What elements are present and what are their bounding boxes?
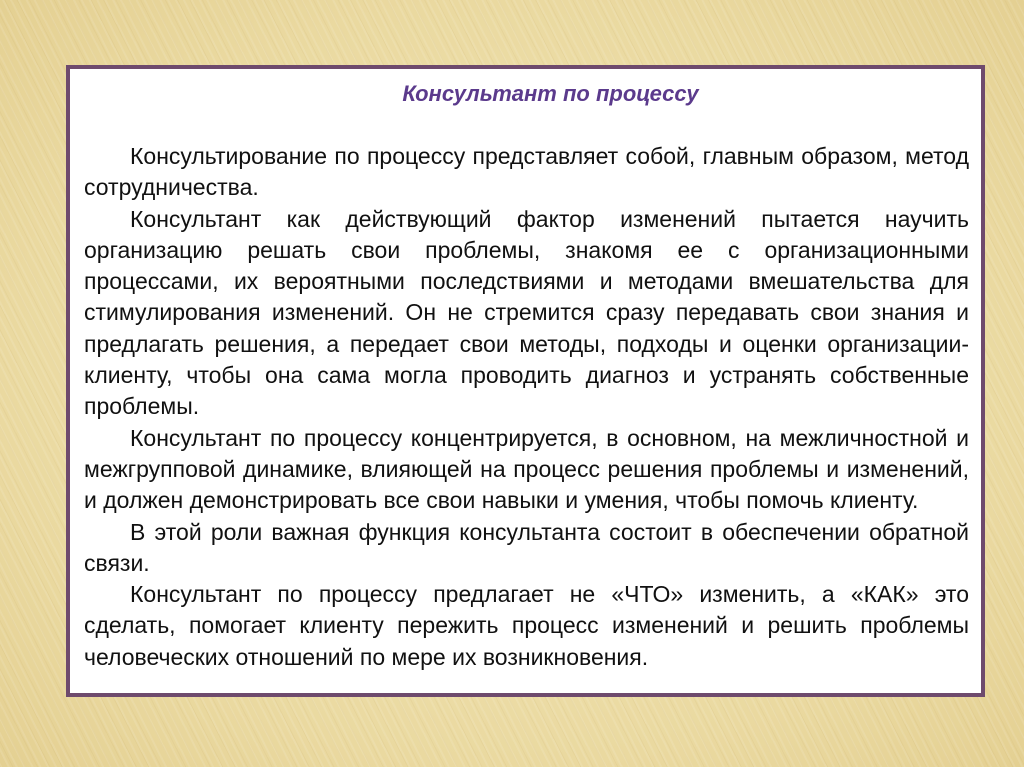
- paragraph-1: Консультирование по процессу представляет собой, главным образом, метод сотрудничества.: [84, 143, 969, 201]
- paragraph-4: В этой роли важная функция консультанта состоит в обеспечении обратной связи.: [84, 518, 969, 576]
- paragraph-5: Консультант по процессу предлагает не «ЧТО» изменить, а «КАК» это сделать, помогает клиенту пережить процесс изменений и решить проблемы человеческих отношений по мере их возникновения.: [84, 581, 969, 670]
- paragraph-2: Консультант как действующий фактор изменений пытается научить организацию решать свои проблемы, знакомя ее с организационными процессами, их вероятными последствиями и методами вмешательства для стимулирования изменений. Он не стремится сразу передавать свои знания и предлагать решения, а передает свои методы, подходы и оценки организации-клиенту, чтобы она сама могла проводить диагноз и устранять собственные проблемы.: [84, 205, 969, 420]
- slide-title: Консультант по процессу: [402, 81, 699, 106]
- slide-body: [84, 141, 969, 673]
- paragraph-3: Консультант по процессу концентрируется, в основном, на межличностной и межгрупповой динамике, влияющей на процесс решения проблемы и изменений, и должен демонстрировать все свои навыки и умения, чтобы помочь клиенту.: [84, 424, 969, 514]
- slide-frame: [66, 65, 985, 697]
